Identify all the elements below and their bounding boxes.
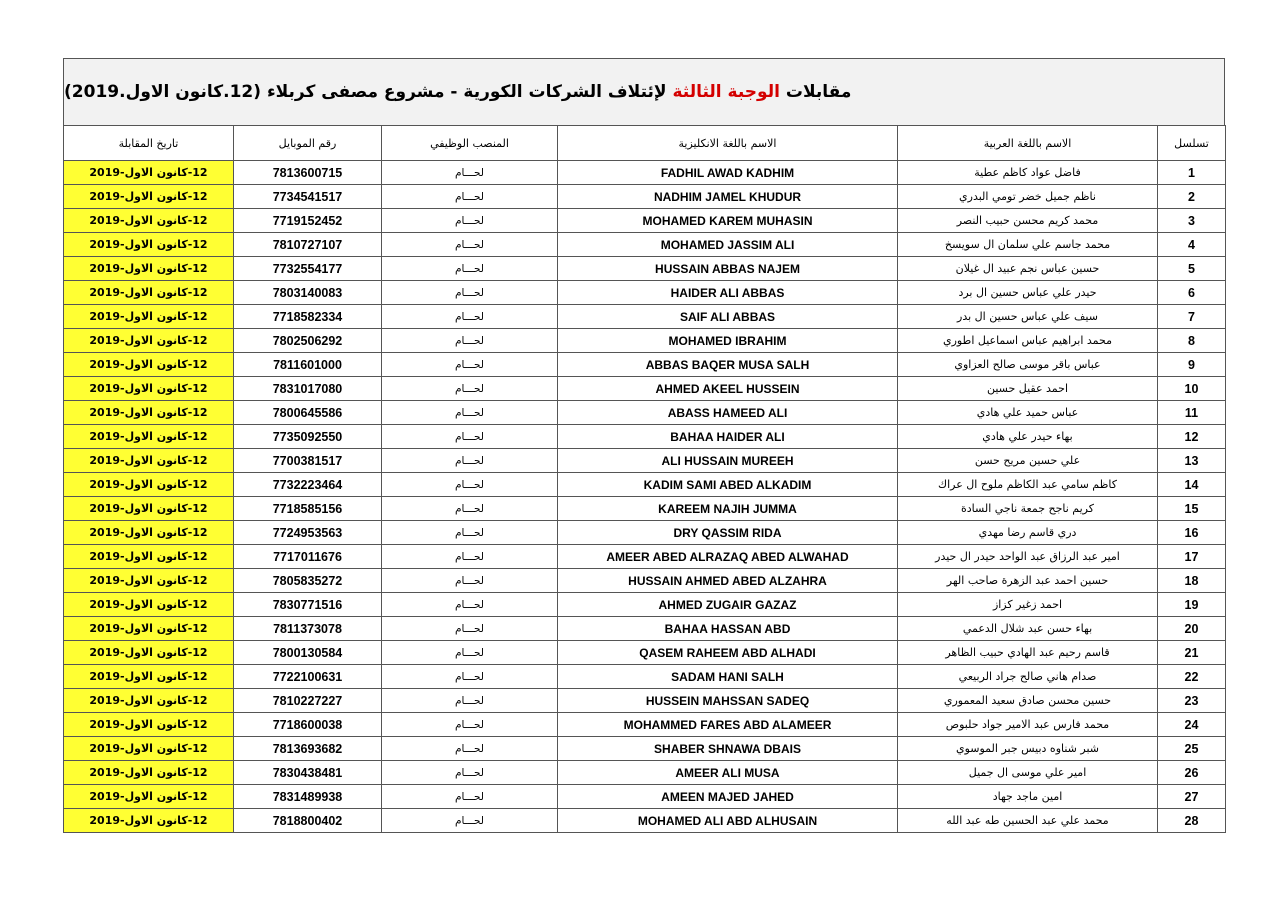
cell-arabic-name: احمد زغير كزاز <box>898 593 1158 617</box>
cell-arabic-name: محمد ابراهيم عباس اسماعيل اطوري <box>898 329 1158 353</box>
table-row <box>64 785 1226 809</box>
cell-mobile: 7734541517 <box>234 185 382 209</box>
cell-position: لحـــام <box>382 401 558 425</box>
cell-date: 12-كانون الاول-2019 <box>64 497 234 521</box>
cell-position: لحـــام <box>382 473 558 497</box>
cell-english-name: KAREEM NAJIH JUMMA <box>558 497 898 521</box>
cell-mobile: 7735092550 <box>234 425 382 449</box>
cell-arabic-name: صدام هاني صالح جراد الربيعي <box>898 665 1158 689</box>
cell-date: 12-كانون الاول-2019 <box>64 305 234 329</box>
cell-seq: 23 <box>1158 689 1226 713</box>
cell-seq: 27 <box>1158 785 1226 809</box>
cell-seq: 4 <box>1158 233 1226 257</box>
cell-position: لحـــام <box>382 593 558 617</box>
cell-mobile: 7724953563 <box>234 521 382 545</box>
cell-arabic-name: كريم ناجح جمعة ناجي السادة <box>898 497 1158 521</box>
cell-mobile: 7818800402 <box>234 809 382 833</box>
cell-english-name: AMEER ALI MUSA <box>558 761 898 785</box>
cell-mobile: 7805835272 <box>234 569 382 593</box>
cell-mobile: 7718585156 <box>234 497 382 521</box>
header-position: المنصب الوظيفي <box>382 126 558 161</box>
cell-arabic-name: امير علي موسى ال جميل <box>898 761 1158 785</box>
cell-english-name: HAIDER ALI ABBAS <box>558 281 898 305</box>
cell-date: 12-كانون الاول-2019 <box>64 185 234 209</box>
cell-english-name: HUSSEIN MAHSSAN SADEQ <box>558 689 898 713</box>
table-row <box>64 617 1226 641</box>
cell-arabic-name: حسين عباس نجم عبيد ال غيلان <box>898 257 1158 281</box>
cell-seq: 13 <box>1158 449 1226 473</box>
cell-position: لحـــام <box>382 521 558 545</box>
cell-mobile: 7802506292 <box>234 329 382 353</box>
cell-date: 12-كانون الاول-2019 <box>64 737 234 761</box>
cell-date: 12-كانون الاول-2019 <box>64 257 234 281</box>
cell-seq: 3 <box>1158 209 1226 233</box>
cell-position: لحـــام <box>382 665 558 689</box>
cell-mobile: 7831017080 <box>234 377 382 401</box>
cell-position: لحـــام <box>382 809 558 833</box>
cell-date: 12-كانون الاول-2019 <box>64 449 234 473</box>
cell-mobile: 7717011676 <box>234 545 382 569</box>
cell-position: لحـــام <box>382 617 558 641</box>
cell-date: 12-كانون الاول-2019 <box>64 425 234 449</box>
cell-position: لحـــام <box>382 713 558 737</box>
cell-date: 12-كانون الاول-2019 <box>64 329 234 353</box>
cell-mobile: 7800130584 <box>234 641 382 665</box>
cell-arabic-name: حسين محسن صادق سعيد المعموري <box>898 689 1158 713</box>
cell-date: 12-كانون الاول-2019 <box>64 521 234 545</box>
cell-english-name: MOHAMED JASSIM ALI <box>558 233 898 257</box>
cell-seq: 5 <box>1158 257 1226 281</box>
cell-mobile: 7830771516 <box>234 593 382 617</box>
cell-arabic-name: حسين احمد عبد الزهرة صاحب الهر <box>898 569 1158 593</box>
cell-arabic-name: قاسم رحيم عبد الهادي حبيب الظاهر <box>898 641 1158 665</box>
table-row <box>64 281 1226 305</box>
cell-position: لحـــام <box>382 233 558 257</box>
cell-position: لحـــام <box>382 377 558 401</box>
cell-mobile: 7811601000 <box>234 353 382 377</box>
cell-date: 12-كانون الاول-2019 <box>64 377 234 401</box>
cell-seq: 2 <box>1158 185 1226 209</box>
cell-arabic-name: عباس باقر موسى صالح العزاوي <box>898 353 1158 377</box>
cell-english-name: MOHAMMED FARES ABD ALAMEER <box>558 713 898 737</box>
cell-english-name: DRY QASSIM RIDA <box>558 521 898 545</box>
cell-mobile: 7800645586 <box>234 401 382 425</box>
table-row <box>64 353 1226 377</box>
cell-position: لحـــام <box>382 449 558 473</box>
table-row <box>64 593 1226 617</box>
cell-arabic-name: احمد عقيل حسين <box>898 377 1158 401</box>
cell-english-name: MOHAMED ALI ABD ALHUSAIN <box>558 809 898 833</box>
table-row <box>64 497 1226 521</box>
table-row <box>64 209 1226 233</box>
cell-english-name: SHABER SHNAWA DBAIS <box>558 737 898 761</box>
cell-seq: 17 <box>1158 545 1226 569</box>
table-row <box>64 425 1226 449</box>
cell-english-name: HUSSAIN AHMED ABED ALZAHRA <box>558 569 898 593</box>
table-row <box>64 257 1226 281</box>
cell-english-name: BAHAA HAIDER ALI <box>558 425 898 449</box>
cell-position: لحـــام <box>382 761 558 785</box>
cell-arabic-name: كاظم سامي عبد الكاظم ملوح ال عراك <box>898 473 1158 497</box>
cell-seq: 20 <box>1158 617 1226 641</box>
table-row <box>64 329 1226 353</box>
cell-date: 12-كانون الاول-2019 <box>64 713 234 737</box>
table-row <box>64 809 1226 833</box>
cell-date: 12-كانون الاول-2019 <box>64 641 234 665</box>
page-title <box>64 82 851 102</box>
cell-seq: 26 <box>1158 761 1226 785</box>
cell-english-name: ABASS HAMEED ALI <box>558 401 898 425</box>
cell-position: لحـــام <box>382 785 558 809</box>
cell-arabic-name: علي حسين مريح حسن <box>898 449 1158 473</box>
cell-arabic-name: فاضل عواد كاظم عطية <box>898 161 1158 185</box>
cell-english-name: HUSSAIN ABBAS NAJEM <box>558 257 898 281</box>
cell-arabic-name: محمد جاسم علي سلمان ال سويسخ <box>898 233 1158 257</box>
cell-english-name: AMEER ABED ALRAZAQ ABED ALWAHAD <box>558 545 898 569</box>
title-banner <box>63 58 1225 125</box>
cell-seq: 8 <box>1158 329 1226 353</box>
table-row <box>64 401 1226 425</box>
cell-english-name: QASEM RAHEEM ABD ALHADI <box>558 641 898 665</box>
cell-arabic-name: عباس حميد علي هادي <box>898 401 1158 425</box>
cell-mobile: 7830438481 <box>234 761 382 785</box>
cell-mobile: 7722100631 <box>234 665 382 689</box>
cell-position: لحـــام <box>382 569 558 593</box>
cell-mobile: 7718600038 <box>234 713 382 737</box>
cell-date: 12-كانون الاول-2019 <box>64 569 234 593</box>
cell-date: 12-كانون الاول-2019 <box>64 809 234 833</box>
cell-position: لحـــام <box>382 689 558 713</box>
cell-arabic-name: بهاء حسن عبد شلال الدعمي <box>898 617 1158 641</box>
cell-seq: 14 <box>1158 473 1226 497</box>
cell-seq: 1 <box>1158 161 1226 185</box>
cell-seq: 11 <box>1158 401 1226 425</box>
cell-mobile: 7718582334 <box>234 305 382 329</box>
header-english-name: الاسم باللغة الانكليزية <box>558 126 898 161</box>
cell-english-name: SADAM HANI SALH <box>558 665 898 689</box>
cell-date: 12-كانون الاول-2019 <box>64 689 234 713</box>
cell-seq: 10 <box>1158 377 1226 401</box>
cell-date: 12-كانون الاول-2019 <box>64 593 234 617</box>
cell-seq: 6 <box>1158 281 1226 305</box>
cell-english-name: MOHAMED KAREM MUHASIN <box>558 209 898 233</box>
cell-seq: 19 <box>1158 593 1226 617</box>
cell-date: 12-كانون الاول-2019 <box>64 161 234 185</box>
cell-mobile: 7700381517 <box>234 449 382 473</box>
cell-arabic-name: محمد علي عبد الحسين طه عبد الله <box>898 809 1158 833</box>
cell-position: لحـــام <box>382 425 558 449</box>
table-row <box>64 305 1226 329</box>
cell-date: 12-كانون الاول-2019 <box>64 665 234 689</box>
cell-seq: 9 <box>1158 353 1226 377</box>
cell-position: لحـــام <box>382 353 558 377</box>
cell-english-name: NADHIM JAMEL KHUDUR <box>558 185 898 209</box>
table-row <box>64 545 1226 569</box>
cell-english-name: ABBAS BAQER MUSA SALH <box>558 353 898 377</box>
header-arabic-name: الاسم باللغة العربية <box>898 126 1158 161</box>
cell-mobile: 7803140083 <box>234 281 382 305</box>
cell-position: لحـــام <box>382 161 558 185</box>
header-date: تاريخ المقابلة <box>64 126 234 161</box>
cell-mobile: 7719152452 <box>234 209 382 233</box>
cell-seq: 28 <box>1158 809 1226 833</box>
cell-arabic-name: دري قاسم رضا مهدي <box>898 521 1158 545</box>
cell-date: 12-كانون الاول-2019 <box>64 401 234 425</box>
cell-seq: 21 <box>1158 641 1226 665</box>
cell-seq: 15 <box>1158 497 1226 521</box>
table-row <box>64 713 1226 737</box>
cell-position: لحـــام <box>382 209 558 233</box>
cell-mobile: 7831489938 <box>234 785 382 809</box>
cell-position: لحـــام <box>382 305 558 329</box>
cell-mobile: 7810227227 <box>234 689 382 713</box>
cell-english-name: FADHIL AWAD KADHIM <box>558 161 898 185</box>
cell-arabic-name: بهاء حيدر علي هادي <box>898 425 1158 449</box>
cell-seq: 22 <box>1158 665 1226 689</box>
cell-seq: 7 <box>1158 305 1226 329</box>
interview-table <box>63 125 1226 833</box>
cell-date: 12-كانون الاول-2019 <box>64 545 234 569</box>
cell-arabic-name: حيدر علي عباس حسين ال برد <box>898 281 1158 305</box>
cell-english-name: KADIM SAMI ABED ALKADIM <box>558 473 898 497</box>
cell-arabic-name: ناظم جميل خضر تومي البدري <box>898 185 1158 209</box>
table-row <box>64 473 1226 497</box>
cell-mobile: 7811373078 <box>234 617 382 641</box>
cell-mobile: 7732223464 <box>234 473 382 497</box>
cell-mobile: 7813693682 <box>234 737 382 761</box>
cell-position: لحـــام <box>382 737 558 761</box>
cell-mobile: 7810727107 <box>234 233 382 257</box>
cell-english-name: MOHAMED IBRAHIM <box>558 329 898 353</box>
cell-position: لحـــام <box>382 641 558 665</box>
cell-date: 12-كانون الاول-2019 <box>64 473 234 497</box>
table-row <box>64 233 1226 257</box>
cell-arabic-name: شبر شناوه دبيس جبر الموسوي <box>898 737 1158 761</box>
cell-seq: 16 <box>1158 521 1226 545</box>
cell-seq: 18 <box>1158 569 1226 593</box>
cell-date: 12-كانون الاول-2019 <box>64 617 234 641</box>
title-part-2: لإئتلاف الشركات الكورية - مشروع مصفى كربلاء (12.كانون الاول.2019) <box>64 82 673 102</box>
interview-sheet <box>63 58 1225 833</box>
cell-english-name: AMEEN MAJED JAHED <box>558 785 898 809</box>
cell-mobile: 7813600715 <box>234 161 382 185</box>
cell-position: لحـــام <box>382 185 558 209</box>
table-row <box>64 569 1226 593</box>
cell-position: لحـــام <box>382 257 558 281</box>
table-row <box>64 521 1226 545</box>
table-row <box>64 449 1226 473</box>
cell-english-name: AHMED ZUGAIR GAZAZ <box>558 593 898 617</box>
cell-seq: 12 <box>1158 425 1226 449</box>
cell-english-name: SAIF ALI ABBAS <box>558 305 898 329</box>
cell-position: لحـــام <box>382 545 558 569</box>
table-row <box>64 689 1226 713</box>
table-row <box>64 737 1226 761</box>
header-mobile: رقم الموبايل <box>234 126 382 161</box>
cell-seq: 25 <box>1158 737 1226 761</box>
header-seq: تسلسل <box>1158 126 1226 161</box>
cell-english-name: AHMED AKEEL HUSSEIN <box>558 377 898 401</box>
cell-seq: 24 <box>1158 713 1226 737</box>
cell-date: 12-كانون الاول-2019 <box>64 353 234 377</box>
cell-position: لحـــام <box>382 281 558 305</box>
cell-english-name: BAHAA HASSAN ABD <box>558 617 898 641</box>
cell-date: 12-كانون الاول-2019 <box>64 785 234 809</box>
cell-arabic-name: امير عبد الرزاق عبد الواحد حيدر ال حيدر <box>898 545 1158 569</box>
cell-date: 12-كانون الاول-2019 <box>64 761 234 785</box>
cell-english-name: ALI HUSSAIN MUREEH <box>558 449 898 473</box>
table-row <box>64 377 1226 401</box>
cell-arabic-name: محمد كريم محسن حبيب النصر <box>898 209 1158 233</box>
cell-arabic-name: محمد فارس عبد الامير جواد حلبوص <box>898 713 1158 737</box>
title-part-1: مقابلات <box>779 82 852 102</box>
title-highlight: الوجبة الثالثة <box>672 82 780 102</box>
table-row <box>64 665 1226 689</box>
cell-date: 12-كانون الاول-2019 <box>64 209 234 233</box>
table-row <box>64 641 1226 665</box>
cell-date: 12-كانون الاول-2019 <box>64 281 234 305</box>
cell-position: لحـــام <box>382 329 558 353</box>
table-row <box>64 761 1226 785</box>
cell-arabic-name: امين ماجد جهاد <box>898 785 1158 809</box>
table-row <box>64 185 1226 209</box>
table-body <box>64 161 1226 833</box>
cell-date: 12-كانون الاول-2019 <box>64 233 234 257</box>
table-row <box>64 161 1226 185</box>
cell-arabic-name: سيف علي عباس حسين ال بدر <box>898 305 1158 329</box>
cell-position: لحـــام <box>382 497 558 521</box>
cell-mobile: 7732554177 <box>234 257 382 281</box>
table-header-row <box>64 126 1226 161</box>
